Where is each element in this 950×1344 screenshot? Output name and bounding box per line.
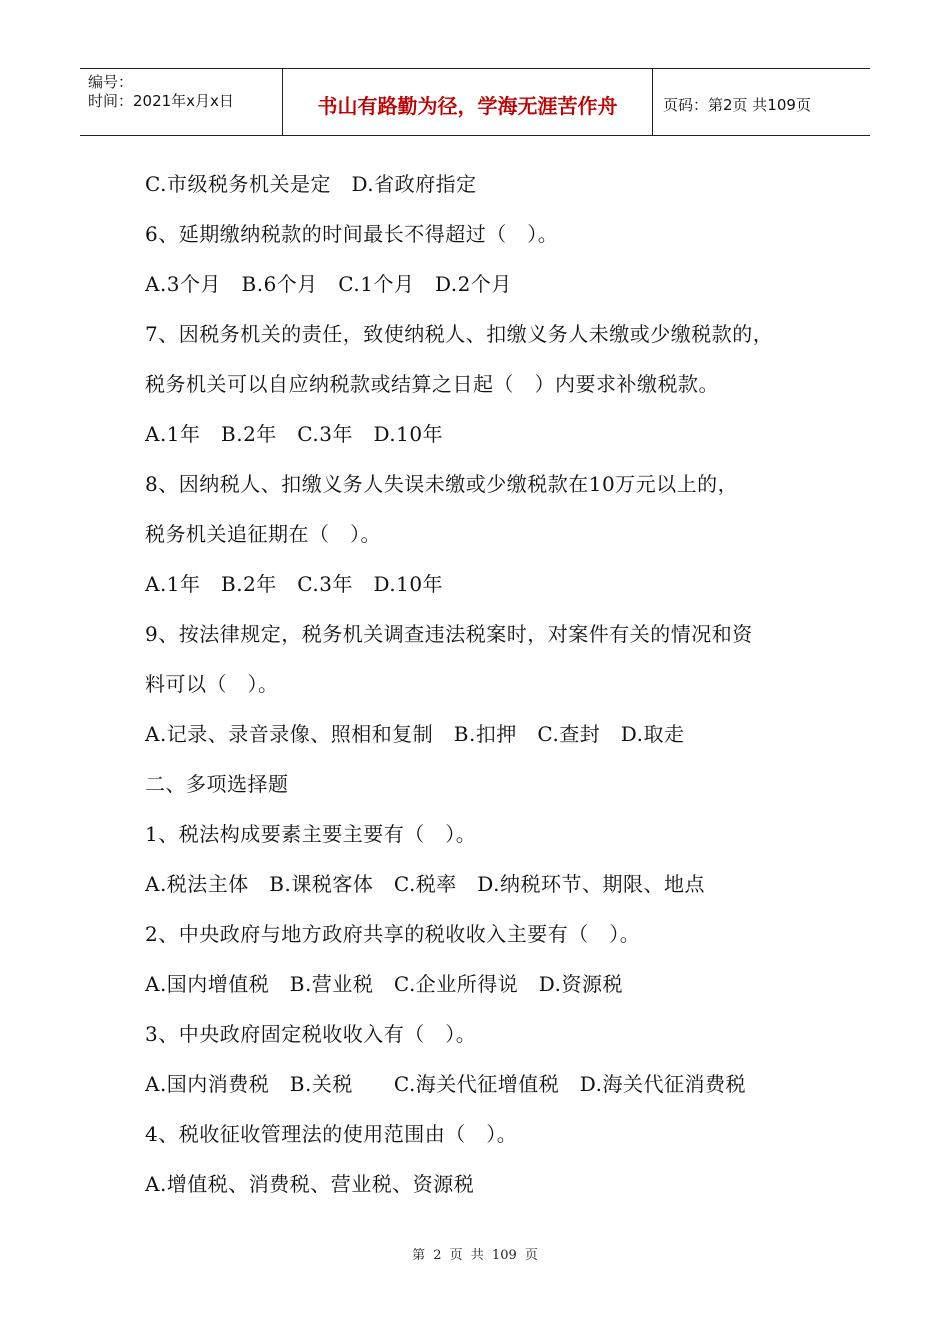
header-page-info: 页码：第2页 共109页 [663,95,811,114]
section-heading: 二、多项选择题 [145,772,289,796]
options-line: A.1年 B.2年 C.3年 D.10年 [145,422,444,446]
header-motto: 书山有路勤为径，学海无涯苦作舟 [283,69,653,135]
question-line: 4、税收征收管理法的使用范围由（ ）。 [145,1122,518,1146]
date-label: 时间：2021年x月x日 [88,92,234,110]
document-body [145,159,845,1209]
question-line: 1、税法构成要素主要主要有（ ）。 [145,822,477,846]
question-line: 3、中央政府固定税收收入有（ ）。 [145,1022,477,1046]
options-line: A.国内增值税 B.营业税 C.企业所得说 D.资源税 [145,972,623,996]
options-line: A.3个月 B.6个月 C.1个月 D.2个月 [145,272,512,296]
question-line: 8、因纳税人、扣缴义务人失误未缴或少缴税款在10万元以上的， [145,472,739,496]
header-meta [80,69,283,135]
question-line: 6、延期缴纳税款的时间最长不得超过（ ）。 [145,222,559,246]
options-line: A.增值税、消费税、营业税、资源税 [145,1172,475,1196]
question-line: 9、按法律规定，税务机关调查违法税案时，对案件有关的情况和资 [145,622,753,646]
options-line: A.1年 B.2年 C.3年 D.10年 [145,572,444,596]
options-line: A.税法主体 B.课税客体 C.税率 D.纳税环节、期限、地点 [145,872,705,896]
text-line: C.市级税务机关是定 D.省政府指定 [145,172,477,196]
question-line: 料可以（ ）。 [145,672,279,696]
question-line: 7、因税务机关的责任，致使纳税人、扣缴义务人未缴或少缴税款的， [145,322,774,346]
options-line: A.记录、录音录像、照相和复制 B.扣押 C.查封 D.取走 [145,722,685,746]
question-line: 税务机关可以自应纳税款或结算之日起（ ）内要求补缴税款。 [145,372,719,396]
options-line: A.国内消费税 B.关税 C.海关代征增值税 D.海关代征消费税 [145,1072,746,1096]
question-line: 税务机关追征期在（ ）。 [145,522,381,546]
page-header [80,68,870,136]
page-footer: 第 2 页 共 109 页 [412,1248,538,1263]
question-line: 2、中央政府与地方政府共享的税收收入主要有（ ）。 [145,922,641,946]
number-label: 编号： [88,73,134,91]
